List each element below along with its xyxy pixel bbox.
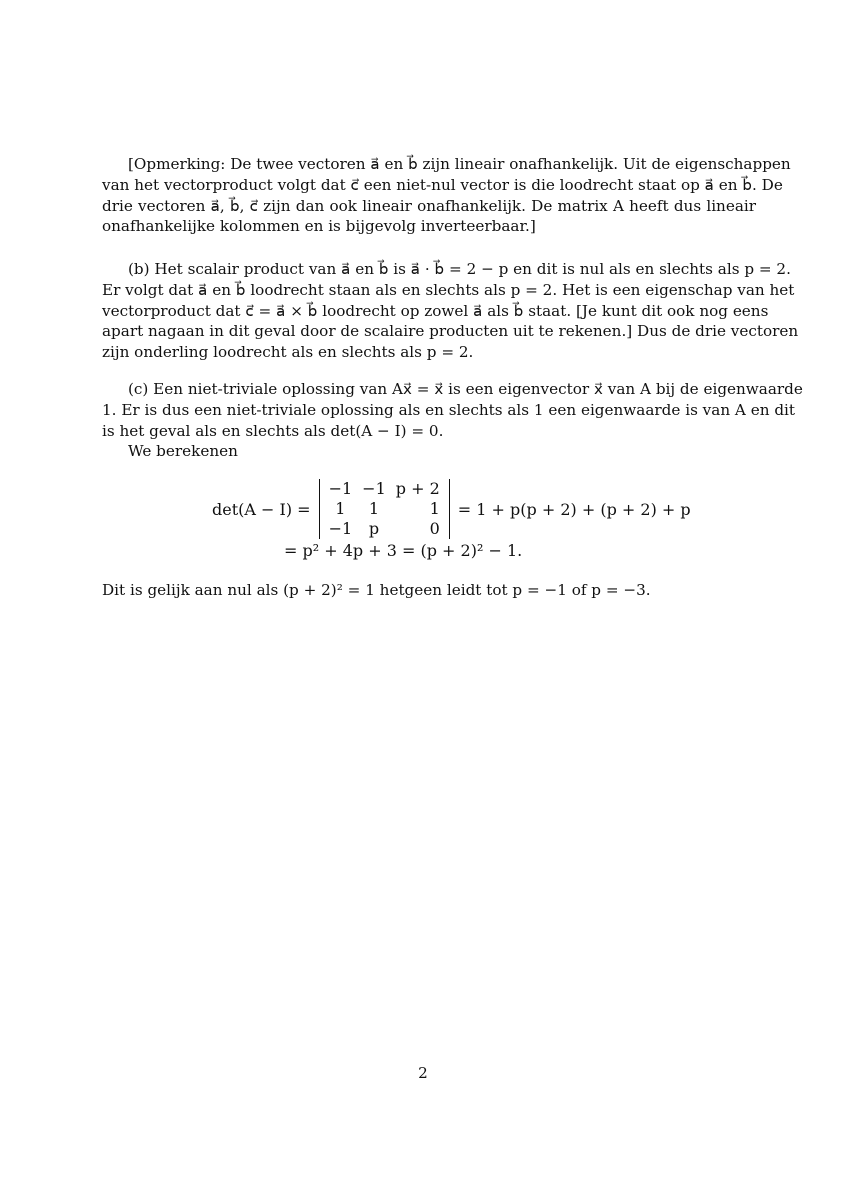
text-line: We berekenen	[128, 442, 238, 460]
determinant-matrix	[319, 479, 450, 539]
remark-paragraph	[102, 154, 791, 237]
text-line: zijn onderling loodrecht als en slechts als p = 2.	[102, 343, 474, 362]
text-line: van het vectorproduct volgt dat c⃗ een niet-nul vector is die loodrecht staat op a⃗ en b⃗. De	[102, 175, 783, 194]
matrix-cell: 0	[429, 519, 440, 538]
text-line: (b) Het scalair product van a⃗ en b⃗ is a⃗ · b⃗ = 2 − p en dit is nul als en slechts als p = 2.	[128, 260, 791, 278]
determinant-equation	[212, 478, 691, 540]
text-line: 1. Er is dus een niet-triviale oplossing als en slechts als 1 een eigenwaarde is van A en dit	[102, 400, 796, 419]
text-line: is het geval als en slechts als det(A − I) = 0.	[102, 421, 444, 440]
equation-rhs: = 1 + p(p + 2) + (p + 2) + p	[457, 499, 691, 519]
text-line: vectorproduct dat c⃗ = a⃗ × b⃗ loodrecht op zowel a⃗ als b⃗ staat. [Je kunt dit ook nog eens	[102, 301, 769, 320]
equation-lhs: det(A − I) =	[212, 499, 311, 519]
matrix-row	[324, 479, 445, 499]
equation-second-line: = p² + 4p + 3 = (p + 2)² − 1.	[284, 541, 523, 560]
text-line: onafhankelijke kolommen en is bijgevolg inverteerbaar.]	[102, 217, 536, 236]
matrix-cell: 1	[368, 499, 380, 518]
matrix-cell: p + 2	[395, 479, 440, 498]
matrix-row	[324, 519, 445, 539]
matrix-cell: −1	[362, 479, 386, 498]
matrix-cell: p	[368, 519, 380, 538]
part-b-paragraph	[102, 259, 799, 363]
matrix-cell: 1	[429, 499, 440, 518]
text-line: apart nagaan in dit geval door de scalaire producten uit te rekenen.] Dus de drie vectoren	[102, 322, 799, 341]
text-line: Dit is gelijk aan nul als (p + 2)² = 1 hetgeen leidt tot p = −1 of p = −3.	[102, 581, 651, 599]
part-c-paragraph	[102, 379, 803, 441]
text-line: [Opmerking: De twee vectoren a⃗ en b⃗ zijn lineair onafhankelijk. Uit de eigenschappen	[128, 155, 791, 173]
text-line: drie vectoren a⃗, b⃗, c⃗ zijn dan ook lineair onafhankelijk. De matrix A heeft dus lineair	[102, 196, 756, 215]
matrix-cell: −1	[328, 479, 353, 498]
text-line: (c) Een niet-triviale oplossing van Ax⃗ = x⃗ is een eigenvector x⃗ van A bij de eigenwaarde	[128, 380, 803, 398]
page-number: 2	[418, 1064, 428, 1082]
we-compute-line	[102, 441, 756, 462]
matrix-cell: 1	[335, 499, 346, 518]
conclusion-paragraph	[102, 580, 756, 601]
matrix-row	[324, 499, 445, 519]
matrix-cell: −1	[328, 519, 353, 538]
text-line: Er volgt dat a⃗ en b⃗ loodrecht staan als en slechts als p = 2. Het is een eigenschap van het	[102, 280, 795, 299]
